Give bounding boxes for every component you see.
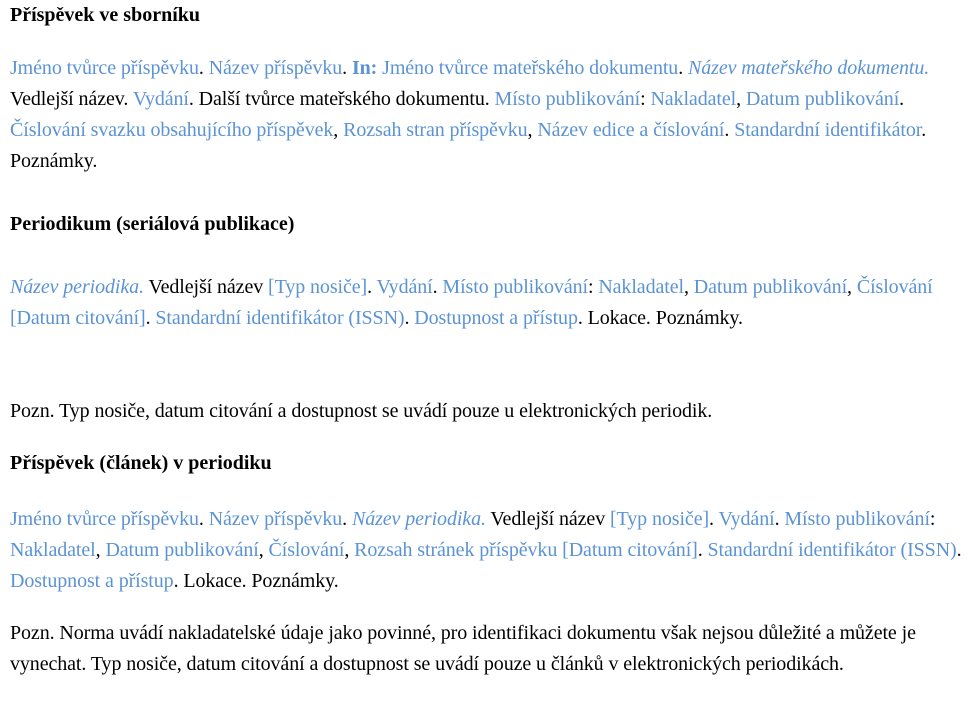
citation-separator: . (367, 276, 377, 298)
citation-separator: Vedlejší název (485, 508, 610, 530)
citation-element: Název příspěvku (208, 508, 343, 530)
citation-separator: , (258, 539, 269, 561)
citation-element: [Typ nosiče] (610, 508, 710, 530)
citation-separator: . (198, 57, 209, 79)
citation-separator: . Lokace. Poznámky. (577, 307, 743, 329)
citation-separator: . (342, 57, 352, 79)
citation-element: Vydání (132, 88, 189, 110)
citation-element: Jméno tvůrce mateřského dokumentu (382, 57, 679, 79)
citation-separator: , (344, 539, 355, 561)
citation-separator: , (847, 276, 857, 298)
citation-element: Vydání (376, 276, 433, 298)
citation-separator: , (683, 276, 694, 298)
section-contribution (10, 0, 968, 30)
citation-separator: : (640, 88, 651, 110)
citation-separator: . (342, 508, 352, 530)
note-periodical: Pozn. Typ nosiče, datum citování a dostupnost se uvádí pouze u elektronických periodik. (10, 400, 713, 422)
citation-separator: . (697, 539, 708, 561)
citation-element: Standardní identifikátor (734, 119, 922, 141)
section-article-body (10, 504, 968, 597)
section-article-note-block (10, 618, 968, 680)
citation-element: Místo publikování (784, 508, 930, 530)
citation-separator: , (95, 539, 106, 561)
citation-separator: . Poznámky. (10, 119, 927, 172)
citation-separator: , (333, 119, 344, 141)
note-article: Pozn. Norma uvádí nakladatelské údaje jako povinné, pro identifikaci dokumentu však nejsou důležité a můžete je vynechat. Typ nosiče, datum citování a dostupnost se uvádí pouze u článků v elektronických periodikách. (10, 622, 916, 675)
section-periodical (10, 209, 968, 239)
citation-separator: : (587, 276, 599, 298)
citation-separator: . (724, 119, 735, 141)
citation-element: Název mateřského dokumentu. (688, 57, 930, 79)
section-periodical-body (10, 272, 968, 334)
citation-separator: Vedlejší název. (10, 88, 133, 110)
section-periodical-note-block (10, 396, 968, 427)
citation-template-article (10, 504, 968, 597)
citation-separator: . (956, 539, 962, 561)
citation-element: Místo publikování (442, 276, 588, 298)
citation-element: Název příspěvku (208, 57, 343, 79)
citation-element: Číslování [Datum citování] (10, 276, 933, 329)
citation-element: Místo publikování (494, 88, 641, 110)
citation-element: Jméno tvůrce příspěvku (10, 508, 199, 530)
citation-element: Datum publikování (105, 539, 259, 561)
citation-element: Nakladatel (650, 88, 737, 110)
citation-separator: , (736, 88, 746, 110)
citation-element: Jméno tvůrce příspěvku (10, 57, 199, 79)
citation-separator: , (527, 119, 538, 141)
citation-separator: : (929, 508, 936, 530)
citation-template-periodical (10, 272, 968, 334)
citation-element: Dostupnost a přístup (10, 570, 174, 592)
citation-element: Standardní identifikátor (ISSN) (155, 307, 405, 329)
citation-separator: . Lokace. Poznámky. (173, 570, 339, 592)
section-heading-article: Příspěvek (článek) v periodiku (10, 452, 272, 474)
citation-element: Název edice a číslování (537, 119, 725, 141)
citation-element: Číslování svazku obsahujícího příspěvek (10, 119, 334, 141)
citation-element: Dostupnost a přístup (414, 307, 578, 329)
citation-element: In: (351, 57, 378, 79)
citation-element: Vydání (718, 508, 775, 530)
citation-separator: . Další tvůrce mateřského dokumentu. (188, 88, 495, 110)
section-heading-contribution: Příspěvek ve sborníku (10, 4, 201, 26)
citation-separator: . (404, 307, 415, 329)
citation-element: Název periodika. (10, 276, 144, 298)
citation-element: Číslování (268, 539, 345, 561)
citation-element: Rozsah stran příspěvku (343, 119, 528, 141)
citation-element: Nakladatel (598, 276, 684, 298)
section-article (10, 448, 968, 478)
citation-element: Datum publikování (693, 276, 848, 298)
citation-separator: Vedlejší název (143, 276, 269, 298)
citation-element: Datum publikování (745, 88, 900, 110)
section-heading-periodical: Periodikum (seriálová publikace) (10, 213, 295, 235)
citation-separator: . (709, 508, 719, 530)
citation-separator: . (198, 508, 209, 530)
citation-template-contribution (10, 53, 968, 177)
citation-separator: . (432, 276, 443, 298)
citation-separator: . (678, 57, 689, 79)
citation-element: Rozsah stránek příspěvku [Datum citování] (354, 539, 698, 561)
citation-element: Název periodika. (351, 508, 486, 530)
citation-element: [Typ nosiče] (268, 276, 368, 298)
citation-separator: . (899, 88, 905, 110)
citation-separator: . (145, 307, 156, 329)
citation-separator: . (774, 508, 785, 530)
citation-element: Standardní identifikátor (ISSN) (707, 539, 957, 561)
section-contribution-body (10, 53, 968, 177)
citation-element: Nakladatel (10, 539, 96, 561)
